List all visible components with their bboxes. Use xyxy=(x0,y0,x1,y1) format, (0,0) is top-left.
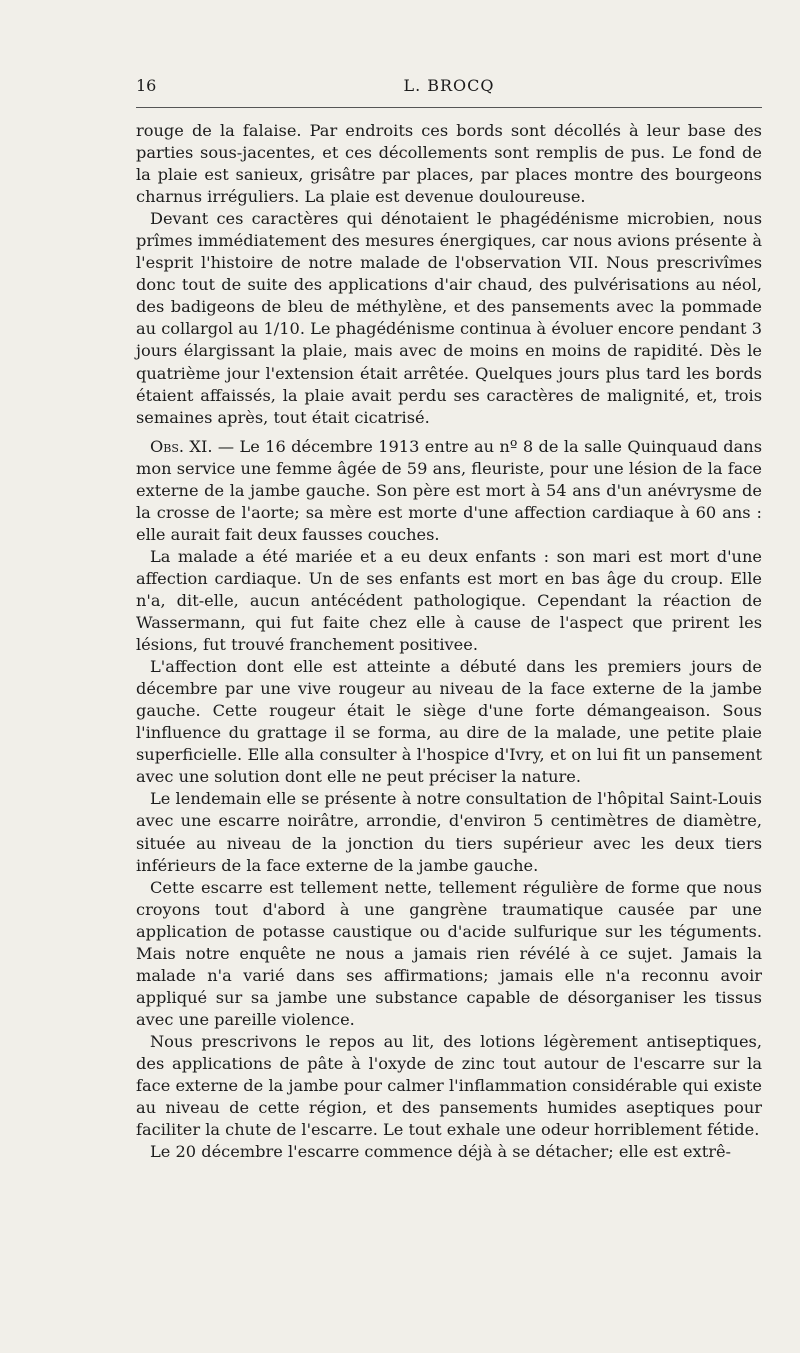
observation-text: Le 16 décembre 1913 entre au nº 8 de la salle Quinquaud dans mon service une femme âgée de 59 ans, fleuriste, pour une lésion de la face externe de la jambe gauche. Son père est mort à 54 ans d'un anévrysme de la crosse de l'aorte; sa mère est morte d'une affection cardiaque à 60 ans : elle aurait fait deux fausses couches. xyxy=(136,436,763,544)
observation-paragraph: Obs. XI. — Le 16 décembre 1913 entre au nº 8 de la salle Quinquaud dans mon service une femme âgée de 59 ans, fleuriste, pour une lésion de la face externe de la jambe gauche. Son père est mort à 54 ans d'un anévrysme de la crosse de l'aorte; sa mère est morte d'une affection cardiaque à 60 ans : elle aurait fait deux fausses couches. xyxy=(136,436,763,544)
page-number: 16 xyxy=(136,76,157,95)
page-header xyxy=(136,74,762,98)
paragraph: Le 20 décembre l'escarre commence déjà à se détacher; elle est extrê- xyxy=(150,1142,732,1162)
paragraph: Devant ces caractères qui dénotaient le phagédénisme microbien, nous prîmes immédiatement des mesures énergiques, car nous avions présente à l'esprit l'histoire de notre malade de l'observation VII. Nous prescrivîmes donc tout de suite des applications d'air chaud, des pulvérisations au néol, des badigeons de bleu de méthylène, et des pansements avec la pommade au collargol au 1/10. Le phagédénisme continua à évoluer encore pendant 3 jours élargissant la plaie, mais avec de moins en moins de rapidité. Dès le quatrième jour l'extension était arrêtée. Quelques jours plus tard les bords étaient affaissés, la plaie avait perdu ses caractères de malignité, et, trois semaines après, tout était cicatrisé. xyxy=(136,209,762,427)
paragraph: Nous prescrivons le repos au lit, des lotions légèrement antiseptiques, des applications de pâte à l'oxyde de zinc tout autour de l'escarre sur la face externe de la jambe pour calmer l'inflammation considérable qui existe au niveau de cette région, et des pansements humides aseptiques pour faciliter la chute de l'escarre. Le tout exhale une odeur horriblement fétide. xyxy=(136,1031,762,1140)
paragraph: Cette escarre est tellement nette, tellement régulière de forme que nous croyons tout d'abord à une gangrène traumatique causée par une application de potasse caustique ou d'acide sulfurique sur les téguments. Mais notre enquête ne nous a jamais rien révélé à ce sujet. Jamais la malade n'a varié dans ses affirmations; jamais elle n'a reconnu avoir appliqué sur sa jambe une substance capable de désorganiser les tissus avec une pareille violence. xyxy=(136,877,762,1029)
observation-label: Obs. XI. xyxy=(150,436,213,456)
paragraph: Le lendemain elle se présente à notre consultation de l'hôpital Saint-Louis avec une escarre noirâtre, arrondie, d'environ 5 centimètres de diamètre, située au niveau de la jonction du tiers supérieur avec les deux tiers inférieurs de la face externe de la jambe gauche. xyxy=(136,789,762,875)
header-rule xyxy=(136,107,762,108)
paragraph: La malade a été mariée et a eu deux enfants : son mari est mort d'une affection cardiaque. Un de ses enfants est mort en bas âge du croup. Elle n'a, dit-elle, aucun antécédent pathologique. Cependant la réaction de Wassermann, qui fut faite chez elle à cause de l'aspect que prirent les lésions, fut trouvé franchement positivee. xyxy=(136,546,762,655)
body-text xyxy=(136,120,762,1163)
paragraph: L'affection dont elle est atteinte a débuté dans les premiers jours de décembre par une vive rougeur au niveau de la face externe de la jambe gauche. Cette rougeur était le siège d'une forte démangeaison. Sous l'influence du grattage il se forma, au dire de la malade, une petite plaie superficielle. Elle alla consulter à l'hospice d'Ivry, et on lui fit un pansement avec une solution dont elle ne peut préciser la nature. xyxy=(136,657,762,787)
paragraph: rouge de la falaise. Par endroits ces bords sont décollés à leur base des parties sous-jacentes, et ces décollements sont remplis de pus. Le fond de la plaie est sanieux, grisâtre par places, par places montre des bourgeons charnus irréguliers. La plaie est devenue douloureuse. xyxy=(136,121,762,207)
running-head: L. BROCQ xyxy=(403,76,495,95)
